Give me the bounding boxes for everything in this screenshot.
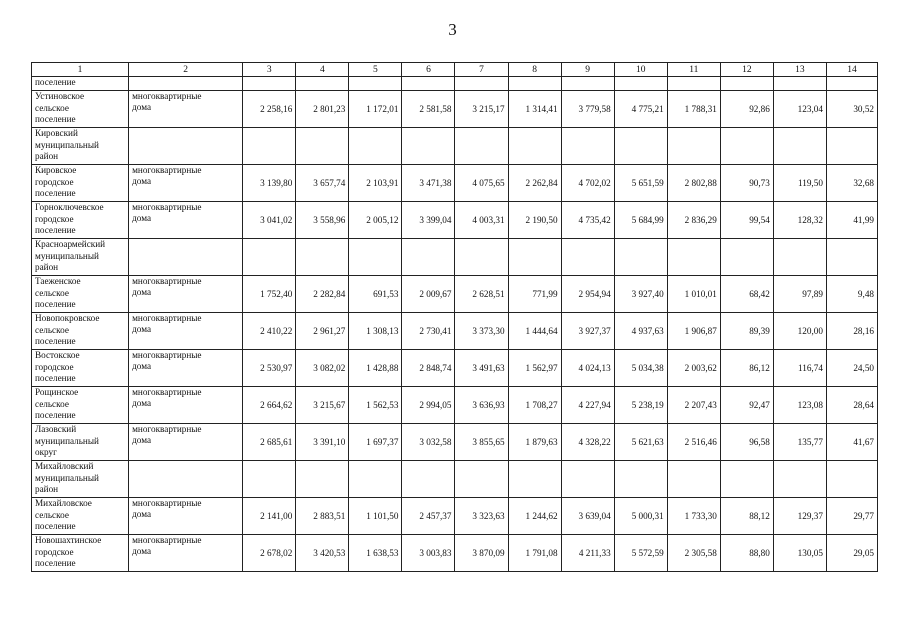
settlement-name-line: Устиновское xyxy=(35,91,85,101)
value-cell-col-8: 1 708,27 xyxy=(508,387,561,424)
value-cell-col-6: 2 730,41 xyxy=(402,313,455,350)
value-cell-col-11: 2 836,29 xyxy=(667,202,720,239)
value-cell-col-7: 3 855,65 xyxy=(455,424,508,461)
value-cell-col-10: 5 621,63 xyxy=(614,424,667,461)
value-cell-col-13: 123,08 xyxy=(773,387,826,424)
value-cell-col-9: 3 927,37 xyxy=(561,313,614,350)
settlement-name-line: Новошахтинское xyxy=(35,535,102,545)
column-header-5: 5 xyxy=(349,63,402,77)
value-cell-col-3 xyxy=(243,128,296,165)
value-cell-col-10: 5 238,19 xyxy=(614,387,667,424)
settlement-name-line: муниципальный xyxy=(35,472,99,483)
settlement-name xyxy=(32,202,129,239)
value-cell-col-13: 120,00 xyxy=(773,313,826,350)
value-cell-col-8: 1 314,41 xyxy=(508,91,561,128)
value-cell-col-11: 2 305,58 xyxy=(667,535,720,572)
value-cell-col-12: 89,39 xyxy=(720,313,773,350)
settlement-name xyxy=(32,498,129,535)
tariff-table xyxy=(31,62,878,572)
value-cell-col-12: 68,42 xyxy=(720,276,773,313)
value-cell-col-4: 2 883,51 xyxy=(296,498,349,535)
value-cell-col-4: 3 558,96 xyxy=(296,202,349,239)
value-cell-col-4 xyxy=(296,77,349,91)
value-cell-col-11: 2 516,46 xyxy=(667,424,720,461)
value-cell-col-7: 3 323,63 xyxy=(455,498,508,535)
value-cell-col-12 xyxy=(720,128,773,165)
column-header-7: 7 xyxy=(455,63,508,77)
settlement-name-line: городское xyxy=(35,213,74,224)
settlement-name-line: район xyxy=(35,484,59,494)
value-cell-col-11: 1 906,87 xyxy=(667,313,720,350)
housing-type-line: дома xyxy=(132,287,152,297)
settlement-name xyxy=(32,239,129,276)
value-cell-col-11: 2 802,88 xyxy=(667,165,720,202)
value-cell-col-5: 1 428,88 xyxy=(349,350,402,387)
value-cell-col-4 xyxy=(296,239,349,276)
value-cell-col-11: 1 733,30 xyxy=(667,498,720,535)
value-cell-col-14: 9,48 xyxy=(826,276,877,313)
value-cell-col-9: 4 211,33 xyxy=(561,535,614,572)
value-cell-col-10 xyxy=(614,77,667,91)
value-cell-col-12 xyxy=(720,461,773,498)
value-cell-col-6 xyxy=(402,461,455,498)
value-cell-col-9: 4 735,42 xyxy=(561,202,614,239)
value-cell-col-12 xyxy=(720,239,773,276)
value-cell-col-4: 3 215,67 xyxy=(296,387,349,424)
housing-type-line: дома xyxy=(132,361,152,371)
settlement-name-line: поселение xyxy=(35,373,76,383)
value-cell-col-14 xyxy=(826,128,877,165)
settlement-name-line: район xyxy=(35,151,59,161)
value-cell-col-4: 3 420,53 xyxy=(296,535,349,572)
value-cell-col-9: 3 639,04 xyxy=(561,498,614,535)
value-cell-col-8 xyxy=(508,461,561,498)
value-cell-col-13: 116,74 xyxy=(773,350,826,387)
housing-type xyxy=(129,276,243,313)
table-row xyxy=(32,276,878,313)
value-cell-col-11: 1 010,01 xyxy=(667,276,720,313)
value-cell-col-14: 30,52 xyxy=(826,91,877,128)
value-cell-col-11 xyxy=(667,239,720,276)
value-cell-col-10: 3 927,40 xyxy=(614,276,667,313)
value-cell-col-9 xyxy=(561,239,614,276)
housing-type-line: многоквартирные xyxy=(132,387,202,397)
table-row xyxy=(32,535,878,572)
value-cell-col-3: 3 041,02 xyxy=(243,202,296,239)
settlement-name-line: городское xyxy=(35,361,74,372)
value-cell-col-6: 3 003,83 xyxy=(402,535,455,572)
value-cell-col-4: 3 082,02 xyxy=(296,350,349,387)
table-row xyxy=(32,424,878,461)
settlement-name-line: муниципальный xyxy=(35,435,99,446)
settlement-name-line: Таеженское xyxy=(35,276,81,286)
value-cell-col-7 xyxy=(455,128,508,165)
value-cell-col-8: 2 262,84 xyxy=(508,165,561,202)
value-cell-col-10 xyxy=(614,461,667,498)
value-cell-col-5 xyxy=(349,128,402,165)
value-cell-col-7: 4 003,31 xyxy=(455,202,508,239)
settlement-name-line: сельское xyxy=(35,287,69,298)
housing-type xyxy=(129,202,243,239)
value-cell-col-13: 129,37 xyxy=(773,498,826,535)
value-cell-col-12: 88,80 xyxy=(720,535,773,572)
value-cell-col-13: 130,05 xyxy=(773,535,826,572)
value-cell-col-6: 2 994,05 xyxy=(402,387,455,424)
housing-type-line: многоквартирные xyxy=(132,535,202,545)
value-cell-col-5: 2 103,91 xyxy=(349,165,402,202)
value-cell-col-7: 2 628,51 xyxy=(455,276,508,313)
column-header-4: 4 xyxy=(296,63,349,77)
value-cell-col-6: 3 471,38 xyxy=(402,165,455,202)
value-cell-col-14: 29,77 xyxy=(826,498,877,535)
value-cell-col-5: 2 005,12 xyxy=(349,202,402,239)
value-cell-col-14: 32,68 xyxy=(826,165,877,202)
value-cell-col-14 xyxy=(826,239,877,276)
housing-type-line: дома xyxy=(132,435,152,445)
value-cell-col-6 xyxy=(402,239,455,276)
settlement-name-line: Востокское xyxy=(35,350,80,360)
value-cell-col-6: 2 009,67 xyxy=(402,276,455,313)
value-cell-col-7: 4 075,65 xyxy=(455,165,508,202)
value-cell-col-3: 1 752,40 xyxy=(243,276,296,313)
table-row xyxy=(32,461,878,498)
table-row xyxy=(32,202,878,239)
value-cell-col-12: 92,47 xyxy=(720,387,773,424)
value-cell-col-10: 4 937,63 xyxy=(614,313,667,350)
value-cell-col-14: 28,64 xyxy=(826,387,877,424)
settlement-name-line: Красноармейский xyxy=(35,239,106,249)
column-header-13: 13 xyxy=(773,63,826,77)
settlement-name xyxy=(32,276,129,313)
housing-type-line: дома xyxy=(132,509,152,519)
housing-type-line: многоквартирные xyxy=(132,202,202,212)
column-header-14: 14 xyxy=(826,63,877,77)
value-cell-col-9 xyxy=(561,461,614,498)
value-cell-col-4: 3 657,74 xyxy=(296,165,349,202)
value-cell-col-3: 2 678,02 xyxy=(243,535,296,572)
value-cell-col-6: 2 848,74 xyxy=(402,350,455,387)
settlement-name-line: поселение xyxy=(35,558,76,568)
value-cell-col-13: 119,50 xyxy=(773,165,826,202)
settlement-name-line: поселение xyxy=(35,188,76,198)
housing-type-line: многоквартирные xyxy=(132,165,202,175)
value-cell-col-6: 2 457,37 xyxy=(402,498,455,535)
value-cell-col-7: 3 373,30 xyxy=(455,313,508,350)
settlement-name xyxy=(32,91,129,128)
settlement-name-line: поселение xyxy=(35,299,76,309)
value-cell-col-8: 1 444,64 xyxy=(508,313,561,350)
value-cell-col-10: 5 572,59 xyxy=(614,535,667,572)
value-cell-col-11: 2 003,62 xyxy=(667,350,720,387)
value-cell-col-12: 96,58 xyxy=(720,424,773,461)
column-header-6: 6 xyxy=(402,63,455,77)
value-cell-col-9: 3 779,58 xyxy=(561,91,614,128)
settlement-name-line: Горноключевское xyxy=(35,202,104,212)
value-cell-col-7: 3 636,93 xyxy=(455,387,508,424)
value-cell-col-13 xyxy=(773,128,826,165)
housing-type xyxy=(129,424,243,461)
value-cell-col-3 xyxy=(243,77,296,91)
value-cell-col-14: 29,05 xyxy=(826,535,877,572)
housing-type-line: дома xyxy=(132,102,152,112)
table-row xyxy=(32,387,878,424)
value-cell-col-10: 5 684,99 xyxy=(614,202,667,239)
table-row xyxy=(32,498,878,535)
housing-type-line: дома xyxy=(132,176,152,186)
housing-type-line: многоквартирные xyxy=(132,498,202,508)
value-cell-col-8: 2 190,50 xyxy=(508,202,561,239)
column-header-1: 1 xyxy=(32,63,129,77)
housing-type-line: многоквартирные xyxy=(132,91,202,101)
value-cell-col-8: 1 562,97 xyxy=(508,350,561,387)
value-cell-col-3: 2 410,22 xyxy=(243,313,296,350)
housing-type xyxy=(129,498,243,535)
settlement-name-line: Михайловский xyxy=(35,461,94,471)
housing-type xyxy=(129,128,243,165)
value-cell-col-4 xyxy=(296,128,349,165)
value-cell-col-7: 3 491,63 xyxy=(455,350,508,387)
value-cell-col-13: 123,04 xyxy=(773,91,826,128)
settlement-name-line: муниципальный xyxy=(35,250,99,261)
settlement-name-line: сельское xyxy=(35,398,69,409)
housing-type xyxy=(129,91,243,128)
value-cell-col-11: 1 788,31 xyxy=(667,91,720,128)
table-row xyxy=(32,91,878,128)
value-cell-col-13 xyxy=(773,77,826,91)
value-cell-col-10: 4 775,21 xyxy=(614,91,667,128)
value-cell-col-11: 2 207,43 xyxy=(667,387,720,424)
value-cell-col-8: 1 791,08 xyxy=(508,535,561,572)
settlement-name-line: Кировский xyxy=(35,128,78,138)
value-cell-col-10: 5 034,38 xyxy=(614,350,667,387)
value-cell-col-3: 2 685,61 xyxy=(243,424,296,461)
settlement-name-line: городское xyxy=(35,546,74,557)
value-cell-col-5: 1 562,53 xyxy=(349,387,402,424)
value-cell-col-5: 1 638,53 xyxy=(349,535,402,572)
value-cell-col-8 xyxy=(508,77,561,91)
value-cell-col-7: 3 215,17 xyxy=(455,91,508,128)
column-header-11: 11 xyxy=(667,63,720,77)
value-cell-col-14 xyxy=(826,77,877,91)
housing-type-line: многоквартирные xyxy=(132,313,202,323)
column-header-9: 9 xyxy=(561,63,614,77)
value-cell-col-3: 2 530,97 xyxy=(243,350,296,387)
value-cell-col-8: 1 244,62 xyxy=(508,498,561,535)
column-header-10: 10 xyxy=(614,63,667,77)
column-header-12: 12 xyxy=(720,63,773,77)
value-cell-col-12: 86,12 xyxy=(720,350,773,387)
settlement-name xyxy=(32,387,129,424)
settlement-name-line: округ xyxy=(35,447,57,457)
value-cell-col-11 xyxy=(667,128,720,165)
table-row xyxy=(32,128,878,165)
value-cell-col-9: 4 328,22 xyxy=(561,424,614,461)
value-cell-col-9: 4 227,94 xyxy=(561,387,614,424)
value-cell-col-10: 5 651,59 xyxy=(614,165,667,202)
value-cell-col-4: 2 961,27 xyxy=(296,313,349,350)
settlement-name-line: сельское xyxy=(35,324,69,335)
value-cell-col-3 xyxy=(243,461,296,498)
housing-type xyxy=(129,350,243,387)
column-header-8: 8 xyxy=(508,63,561,77)
value-cell-col-4: 2 282,84 xyxy=(296,276,349,313)
value-cell-col-5: 1 308,13 xyxy=(349,313,402,350)
value-cell-col-12: 99,54 xyxy=(720,202,773,239)
value-cell-col-14: 41,99 xyxy=(826,202,877,239)
housing-type xyxy=(129,77,243,91)
settlement-name xyxy=(32,461,129,498)
value-cell-col-9: 2 954,94 xyxy=(561,276,614,313)
settlement-name-line: городское xyxy=(35,176,74,187)
housing-type-line: многоквартирные xyxy=(132,424,202,434)
settlement-name xyxy=(32,165,129,202)
value-cell-col-6: 2 581,58 xyxy=(402,91,455,128)
value-cell-col-7 xyxy=(455,77,508,91)
value-cell-col-4: 2 801,23 xyxy=(296,91,349,128)
value-cell-col-3: 2 664,62 xyxy=(243,387,296,424)
settlement-name-line: поселение xyxy=(35,410,76,420)
settlement-name-line: поселение xyxy=(35,77,76,87)
housing-type xyxy=(129,535,243,572)
value-cell-col-5: 691,53 xyxy=(349,276,402,313)
settlement-name-line: район xyxy=(35,262,59,272)
settlement-name-line: поселение xyxy=(35,336,76,346)
table-row xyxy=(32,350,878,387)
settlement-name-line: Лазовский xyxy=(35,424,77,434)
column-header-2: 2 xyxy=(129,63,243,77)
housing-type-line: дома xyxy=(132,213,152,223)
value-cell-col-4: 3 391,10 xyxy=(296,424,349,461)
value-cell-col-5 xyxy=(349,239,402,276)
value-cell-col-4 xyxy=(296,461,349,498)
value-cell-col-6 xyxy=(402,77,455,91)
value-cell-col-13: 135,77 xyxy=(773,424,826,461)
value-cell-col-5 xyxy=(349,77,402,91)
value-cell-col-14: 41,67 xyxy=(826,424,877,461)
settlement-name-line: поселение xyxy=(35,225,76,235)
value-cell-col-11 xyxy=(667,461,720,498)
value-cell-col-8: 1 879,63 xyxy=(508,424,561,461)
housing-type-line: дома xyxy=(132,546,152,556)
value-cell-col-5: 1 697,37 xyxy=(349,424,402,461)
settlement-name-line: Кировское xyxy=(35,165,77,175)
housing-type-line: дома xyxy=(132,398,152,408)
settlement-name-line: Рощинское xyxy=(35,387,79,397)
value-cell-col-13 xyxy=(773,461,826,498)
housing-type xyxy=(129,313,243,350)
settlement-name-line: сельское xyxy=(35,509,69,520)
settlement-name xyxy=(32,424,129,461)
value-cell-col-11 xyxy=(667,77,720,91)
settlement-name xyxy=(32,350,129,387)
value-cell-col-3 xyxy=(243,239,296,276)
table-row xyxy=(32,313,878,350)
value-cell-col-3: 3 139,80 xyxy=(243,165,296,202)
table-row xyxy=(32,77,878,91)
value-cell-col-14 xyxy=(826,461,877,498)
value-cell-col-13: 97,89 xyxy=(773,276,826,313)
value-cell-col-9 xyxy=(561,128,614,165)
value-cell-col-5: 1 172,01 xyxy=(349,91,402,128)
value-cell-col-7: 3 870,09 xyxy=(455,535,508,572)
value-cell-col-8: 771,99 xyxy=(508,276,561,313)
value-cell-col-13 xyxy=(773,239,826,276)
housing-type xyxy=(129,165,243,202)
settlement-name xyxy=(32,77,129,91)
value-cell-col-10 xyxy=(614,239,667,276)
settlement-name-line: Новопокровское xyxy=(35,313,100,323)
settlement-name xyxy=(32,313,129,350)
settlement-name-line: поселение xyxy=(35,114,76,124)
housing-type-line: дома xyxy=(132,324,152,334)
settlement-name xyxy=(32,128,129,165)
housing-type xyxy=(129,461,243,498)
column-header-3: 3 xyxy=(243,63,296,77)
value-cell-col-12 xyxy=(720,77,773,91)
settlement-name xyxy=(32,535,129,572)
value-cell-col-13: 128,32 xyxy=(773,202,826,239)
settlement-name-line: Михайловское xyxy=(35,498,92,508)
value-cell-col-14: 28,16 xyxy=(826,313,877,350)
housing-type-line: многоквартирные xyxy=(132,350,202,360)
value-cell-col-6: 3 032,58 xyxy=(402,424,455,461)
value-cell-col-9: 4 702,02 xyxy=(561,165,614,202)
value-cell-col-12: 90,73 xyxy=(720,165,773,202)
value-cell-col-6: 3 399,04 xyxy=(402,202,455,239)
value-cell-col-7 xyxy=(455,239,508,276)
value-cell-col-8 xyxy=(508,128,561,165)
value-cell-col-10 xyxy=(614,128,667,165)
value-cell-col-3: 2 141,00 xyxy=(243,498,296,535)
value-cell-col-7 xyxy=(455,461,508,498)
table-row xyxy=(32,239,878,276)
value-cell-col-3: 2 258,16 xyxy=(243,91,296,128)
value-cell-col-14: 24,50 xyxy=(826,350,877,387)
settlement-name-line: муниципальный xyxy=(35,139,99,150)
header-row xyxy=(32,63,878,77)
value-cell-col-5: 1 101,50 xyxy=(349,498,402,535)
value-cell-col-5 xyxy=(349,461,402,498)
value-cell-col-10: 5 000,31 xyxy=(614,498,667,535)
page-number: 3 xyxy=(448,20,457,39)
value-cell-col-8 xyxy=(508,239,561,276)
settlement-name-line: поселение xyxy=(35,521,76,531)
housing-type-line: многоквартирные xyxy=(132,276,202,286)
settlement-name-line: сельское xyxy=(35,102,69,113)
housing-type xyxy=(129,387,243,424)
value-cell-col-12: 92,86 xyxy=(720,91,773,128)
value-cell-col-9 xyxy=(561,77,614,91)
value-cell-col-9: 4 024,13 xyxy=(561,350,614,387)
value-cell-col-12: 88,12 xyxy=(720,498,773,535)
table-row xyxy=(32,165,878,202)
housing-type xyxy=(129,239,243,276)
value-cell-col-6 xyxy=(402,128,455,165)
